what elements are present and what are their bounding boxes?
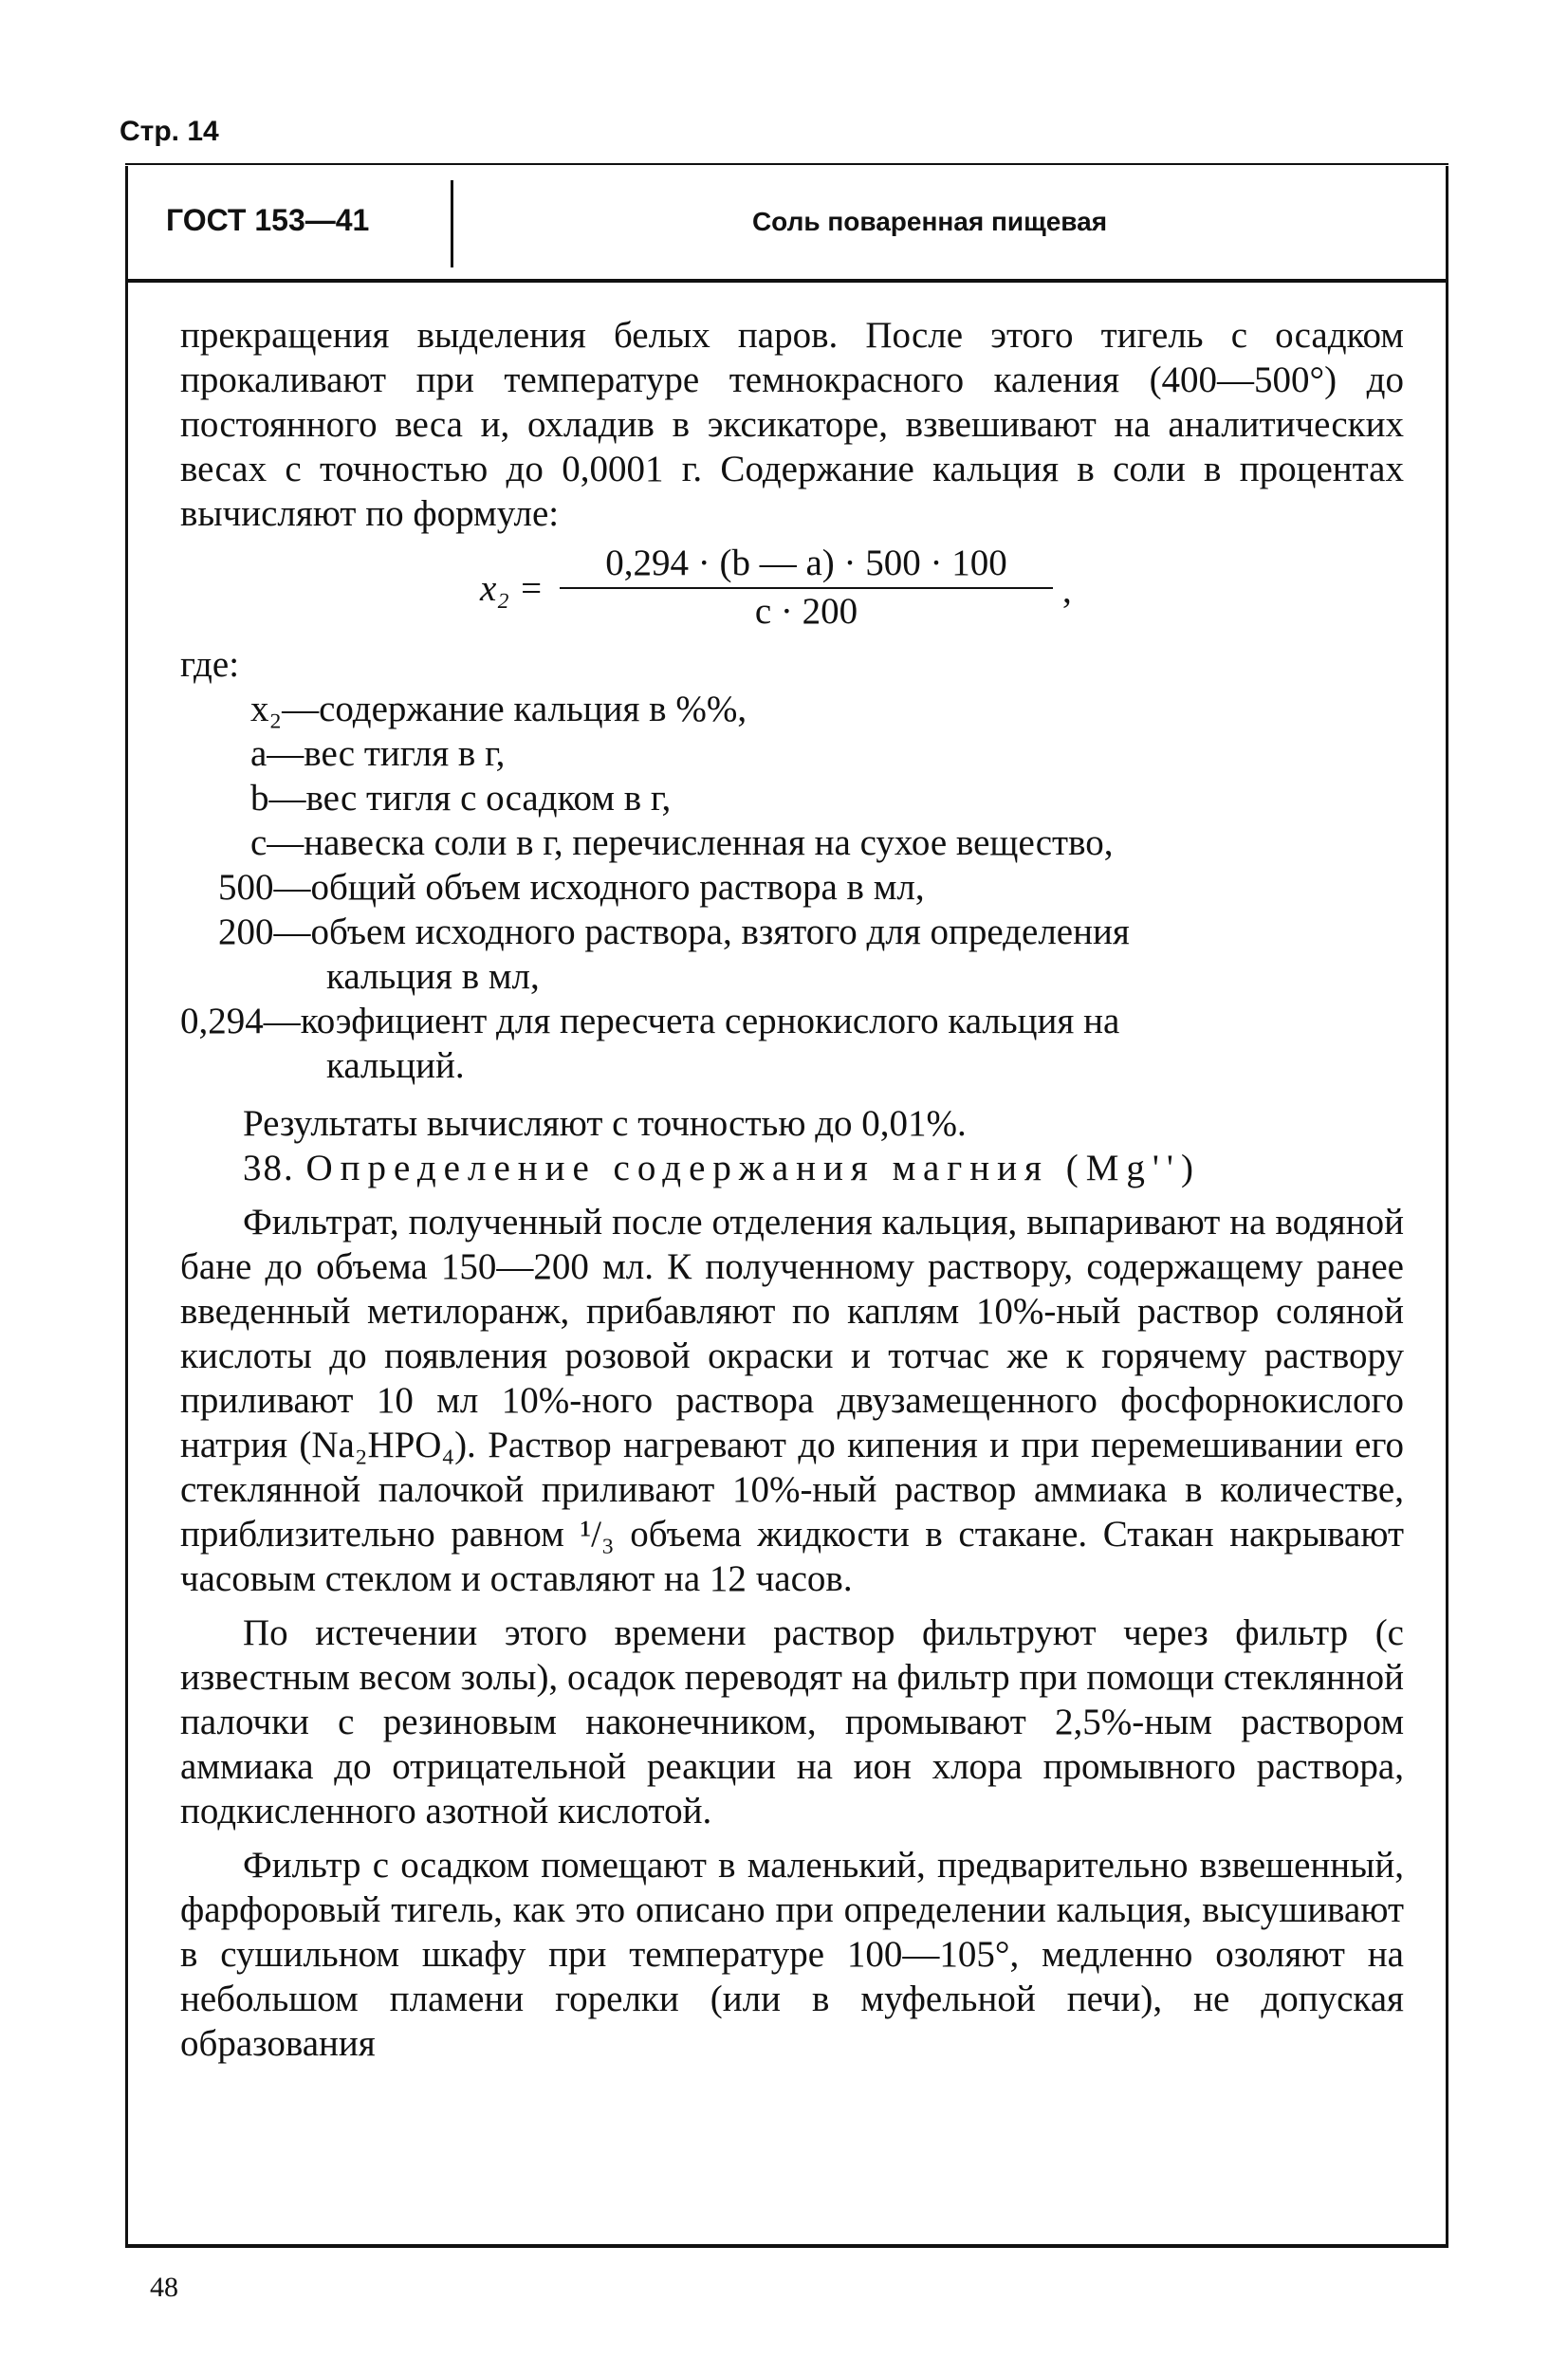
document-title: Соль поваренная пищевая	[751, 207, 1108, 236]
definition-200: 200—объем исходного раствора, взятого для определения	[218, 911, 1130, 952]
section-number: 38.	[243, 1148, 295, 1188]
section-title: Определение содержания магния (Mg'')	[305, 1148, 1201, 1188]
header-divider	[451, 180, 453, 267]
where-label: где:	[180, 644, 240, 685]
paragraph-continuation: прекращения выделения белых паров. После этого тигель с осадком прокаливают при температуре темнокрасного каления (400—500°) до постоянного веса и, охладив в эксикаторе, взвешивают на аналитических весах с точностью до 0,0001 г. Содержание кальция в соли в процентах вычисляют по формуле:	[180, 315, 1404, 534]
definition-200-continued: кальция в мл,	[326, 956, 540, 997]
page-label: Стр. 14	[120, 116, 219, 147]
section-heading	[180, 1146, 1404, 1190]
formula-lhs: x₂ =	[480, 568, 544, 609]
main-content	[180, 313, 1404, 2066]
definition-0294-continued: кальций.	[326, 1045, 465, 1086]
definition-500: 500—общий объем исходного раствора в мл,	[218, 867, 925, 908]
formula-comma: ,	[1062, 570, 1072, 611]
definition-x2: x₂—содержание кальция в %%,	[250, 689, 747, 729]
formula-denominator: c · 200	[754, 591, 858, 632]
formula-fraction	[560, 540, 1053, 635]
paragraph-filtering: По истечении этого времени раствор фильтруют через фильтр (с известным весом золы), осадок переводят на фильтр при помощи стеклянной палочки с резиновым наконечником, промывают 2,5%-ным раствором аммиака до отрицательной реакции на ион хлора промывного раствора, подкисленного азотной кислотой.	[180, 1612, 1404, 1832]
definition-c: c—навеска соли в г, перечисленная на сухое вещество,	[250, 822, 1114, 863]
definition-a: a—вес тигля в г,	[250, 733, 506, 774]
definition-0294: 0,294—коэфициент для пересчета сернокислого кальция на	[180, 1001, 1120, 1041]
document-header	[128, 169, 1446, 283]
calcium-formula	[180, 540, 1404, 642]
paragraph-filtrate: Фильтрат, полученный после отделения кальция, выпаривают на водяной бане до объема 150—200 мл. К полученному раствору, содержащему ранее введенный метилоранж, прибавляют по каплям 10%-ный раствор соляной кислоты до появления розовой окраски и тотчас же к горячему раствору приливают 10 мл 10%-ного раствора двузамещенного фосфорнокислого натрия (Na₂HPO₄). Раствор нагревают до кипения и при перемешивании его стеклянной палочкой приливают 10%-ный раствор аммиака в количестве, приблизительно равном ¹/₃ объема жидкости в стакане. Стакан накрывают часовым стеклом и оставляют на 12 часов.	[180, 1202, 1404, 1599]
formula-numerator: 0,294 · (b — a) · 500 · 100	[560, 540, 1053, 589]
gost-number: ГОСТ 153—41	[166, 203, 370, 237]
paragraph-crucible: Фильтр с осадком помещают в маленький, предварительно взвешенный, фарфоровый тигель, как это описано при определении кальция, высушивают в сушильном шкафу при температуре 100—105°, медленно озоляют на небольшом пламени горелки (или в муфельной печи), не допуская образования	[180, 1845, 1404, 2064]
definition-b: b—вес тигля с осадком в г,	[250, 778, 672, 819]
page-number: 48	[150, 2272, 178, 2303]
header-top-rule	[125, 163, 1448, 165]
results-precision: Результаты вычисляют с точностью до 0,01%.	[243, 1103, 967, 1144]
